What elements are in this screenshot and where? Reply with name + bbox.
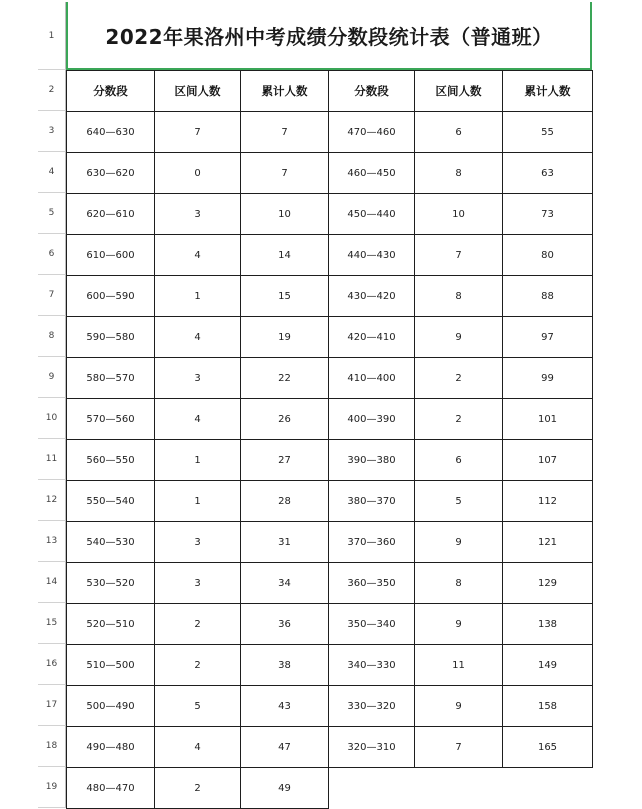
cell-cumulative-count-left[interactable]: 7 xyxy=(241,112,329,153)
cell-cumulative-count-right[interactable]: 121 xyxy=(503,522,593,563)
cell-interval-count-right[interactable]: 8 xyxy=(415,153,503,194)
cell-score-range-left[interactable]: 530—520 xyxy=(67,563,155,604)
table-row xyxy=(67,522,593,563)
cell-interval-count-right[interactable]: 5 xyxy=(415,481,503,522)
cell-cumulative-count-right[interactable]: 80 xyxy=(503,235,593,276)
cell-cumulative-count-right[interactable]: 138 xyxy=(503,604,593,645)
cell-interval-count-right[interactable]: 8 xyxy=(415,563,503,604)
table-row xyxy=(67,194,593,235)
cell-interval-count-left[interactable]: 7 xyxy=(155,112,241,153)
cell-interval-count-left[interactable]: 1 xyxy=(155,440,241,481)
cell-interval-count-right[interactable]: 6 xyxy=(415,440,503,481)
cell-score-range-left[interactable]: 610—600 xyxy=(67,235,155,276)
cell-interval-count-left[interactable]: 3 xyxy=(155,194,241,235)
cell-cumulative-count-right[interactable]: 63 xyxy=(503,153,593,194)
row-number[interactable]: 7 xyxy=(38,275,66,316)
header-cell-score-range-left[interactable]: 分数段 xyxy=(67,71,155,112)
cell-score-range-right[interactable]: 370—360 xyxy=(329,522,415,563)
cell-score-range-left[interactable]: 600—590 xyxy=(67,276,155,317)
cell-cumulative-count-right[interactable]: 129 xyxy=(503,563,593,604)
row-header-column xyxy=(38,2,66,808)
cell-cumulative-count-right[interactable]: 88 xyxy=(503,276,593,317)
cell-interval-count-left[interactable]: 3 xyxy=(155,358,241,399)
cell-cumulative-count-left[interactable]: 47 xyxy=(241,727,329,768)
table-row xyxy=(67,686,593,727)
cell-interval-count-right[interactable]: 10 xyxy=(415,194,503,235)
cell-interval-count-left[interactable]: 3 xyxy=(155,522,241,563)
cell-interval-count-right[interactable]: 8 xyxy=(415,276,503,317)
table-row xyxy=(67,399,593,440)
cell-interval-count-left[interactable]: 1 xyxy=(155,276,241,317)
cell-score-range-left[interactable]: 570—560 xyxy=(67,399,155,440)
spreadsheet xyxy=(38,2,592,807)
row-number[interactable]: 1 xyxy=(38,2,66,70)
cell-interval-count-right[interactable]: 9 xyxy=(415,317,503,358)
table-row xyxy=(67,317,593,358)
row-number[interactable]: 4 xyxy=(38,152,66,193)
cell-score-range-left[interactable]: 560—550 xyxy=(67,440,155,481)
table-row xyxy=(67,481,593,522)
table-row xyxy=(67,440,593,481)
table-row xyxy=(67,768,593,809)
header-cell-score-range-right[interactable]: 分数段 xyxy=(329,71,415,112)
cell-cumulative-count-right[interactable]: 73 xyxy=(503,194,593,235)
cell-score-range-right[interactable]: 400—390 xyxy=(329,399,415,440)
cell-cumulative-count-right[interactable]: 149 xyxy=(503,645,593,686)
cell-score-range-right[interactable]: 360—350 xyxy=(329,563,415,604)
header-cell-interval-count-right[interactable]: 区间人数 xyxy=(415,71,503,112)
cell-cumulative-count-left[interactable]: 49 xyxy=(241,768,329,809)
cell-interval-count-left[interactable]: 3 xyxy=(155,563,241,604)
cell-score-range-left[interactable]: 590—580 xyxy=(67,317,155,358)
cell-cumulative-count-left[interactable]: 7 xyxy=(241,153,329,194)
cell-score-range-left[interactable]: 480—470 xyxy=(67,768,155,809)
cell-interval-count-right[interactable]: 9 xyxy=(415,604,503,645)
row-number[interactable]: 10 xyxy=(38,398,66,439)
cell-interval-count-left[interactable]: 4 xyxy=(155,235,241,276)
row-number[interactable]: 12 xyxy=(38,480,66,521)
cell-cumulative-count-left[interactable]: 27 xyxy=(241,440,329,481)
cell-score-range-right[interactable]: 470—460 xyxy=(329,112,415,153)
cell-score-range-left[interactable]: 620—610 xyxy=(67,194,155,235)
cell-cumulative-count-right[interactable]: 112 xyxy=(503,481,593,522)
row-number[interactable]: 19 xyxy=(38,767,66,808)
cell-interval-count-right[interactable]: 7 xyxy=(415,727,503,768)
cell-score-range-right[interactable]: 350—340 xyxy=(329,604,415,645)
cell-cumulative-count-left[interactable]: 15 xyxy=(241,276,329,317)
cell-interval-count-left[interactable]: 2 xyxy=(155,645,241,686)
cell-cumulative-count-right[interactable]: 97 xyxy=(503,317,593,358)
header-cell-cumulative-count-left[interactable]: 累计人数 xyxy=(241,71,329,112)
cell-interval-count-right[interactable]: 2 xyxy=(415,358,503,399)
cell-cumulative-count-left[interactable]: 22 xyxy=(241,358,329,399)
cell-score-range-left[interactable]: 640—630 xyxy=(67,112,155,153)
cell-interval-count-right[interactable]: 9 xyxy=(415,686,503,727)
cell-score-range-left[interactable]: 580—570 xyxy=(67,358,155,399)
cell-cumulative-count-left[interactable]: 31 xyxy=(241,522,329,563)
cell-score-range-left[interactable]: 550—540 xyxy=(67,481,155,522)
cell-score-range-right[interactable]: 420—410 xyxy=(329,317,415,358)
cell-interval-count-right[interactable] xyxy=(415,768,503,809)
cell-interval-count-right[interactable]: 7 xyxy=(415,235,503,276)
cell-interval-count-right[interactable]: 11 xyxy=(415,645,503,686)
cell-score-range-right[interactable] xyxy=(329,768,415,809)
cell-score-range-left[interactable]: 500—490 xyxy=(67,686,155,727)
cell-score-range-right[interactable]: 410—400 xyxy=(329,358,415,399)
cell-score-range-right[interactable]: 340—330 xyxy=(329,645,415,686)
cell-cumulative-count-right[interactable] xyxy=(503,768,593,809)
row-number[interactable]: 9 xyxy=(38,357,66,398)
header-cell-cumulative-count-right[interactable]: 累计人数 xyxy=(503,71,593,112)
cell-score-range-left[interactable]: 520—510 xyxy=(67,604,155,645)
cell-interval-count-left[interactable]: 5 xyxy=(155,686,241,727)
cell-score-range-right[interactable]: 320—310 xyxy=(329,727,415,768)
cell-score-range-right[interactable]: 380—370 xyxy=(329,481,415,522)
cell-interval-count-right[interactable]: 2 xyxy=(415,399,503,440)
cell-score-range-right[interactable]: 460—450 xyxy=(329,153,415,194)
row-number[interactable]: 16 xyxy=(38,644,66,685)
row-number[interactable]: 6 xyxy=(38,234,66,275)
title-cell[interactable]: 2022年果洛州中考成绩分数段统计表（普通班） xyxy=(66,2,592,70)
table-row xyxy=(67,112,593,153)
cell-score-range-right[interactable]: 390—380 xyxy=(329,440,415,481)
cell-cumulative-count-left[interactable]: 26 xyxy=(241,399,329,440)
cell-cumulative-count-left[interactable]: 28 xyxy=(241,481,329,522)
row-number[interactable]: 15 xyxy=(38,603,66,644)
cell-interval-count-right[interactable]: 6 xyxy=(415,112,503,153)
cell-interval-count-left[interactable]: 2 xyxy=(155,768,241,809)
row-number[interactable]: 3 xyxy=(38,111,66,152)
table-row xyxy=(67,153,593,194)
cell-cumulative-count-left[interactable]: 14 xyxy=(241,235,329,276)
table-body xyxy=(67,71,593,809)
cell-cumulative-count-right[interactable]: 99 xyxy=(503,358,593,399)
cell-interval-count-left[interactable]: 2 xyxy=(155,604,241,645)
cell-interval-count-left[interactable]: 4 xyxy=(155,727,241,768)
table-row xyxy=(67,276,593,317)
row-number[interactable]: 18 xyxy=(38,726,66,767)
row-number[interactable]: 14 xyxy=(38,562,66,603)
cell-cumulative-count-right[interactable]: 107 xyxy=(503,440,593,481)
cell-score-range-right[interactable]: 430—420 xyxy=(329,276,415,317)
table-row xyxy=(67,727,593,768)
cell-grid xyxy=(66,2,592,809)
cell-cumulative-count-right[interactable]: 158 xyxy=(503,686,593,727)
cell-interval-count-left[interactable]: 4 xyxy=(155,399,241,440)
cell-cumulative-count-left[interactable]: 34 xyxy=(241,563,329,604)
cell-interval-count-left[interactable]: 0 xyxy=(155,153,241,194)
table-row xyxy=(67,235,593,276)
cell-interval-count-right[interactable]: 9 xyxy=(415,522,503,563)
cell-score-range-left[interactable]: 490—480 xyxy=(67,727,155,768)
table-row xyxy=(67,645,593,686)
table-row xyxy=(67,358,593,399)
cell-score-range-right[interactable]: 450—440 xyxy=(329,194,415,235)
cell-cumulative-count-right[interactable]: 55 xyxy=(503,112,593,153)
table-row xyxy=(67,604,593,645)
cell-cumulative-count-right[interactable]: 101 xyxy=(503,399,593,440)
cell-interval-count-left[interactable]: 1 xyxy=(155,481,241,522)
table-row xyxy=(67,563,593,604)
cell-score-range-left[interactable]: 510—500 xyxy=(67,645,155,686)
header-row xyxy=(67,71,593,112)
cell-cumulative-count-right[interactable]: 165 xyxy=(503,727,593,768)
cell-cumulative-count-left[interactable]: 36 xyxy=(241,604,329,645)
cell-cumulative-count-left[interactable]: 19 xyxy=(241,317,329,358)
cell-score-range-left[interactable]: 540—530 xyxy=(67,522,155,563)
cell-score-range-left[interactable]: 630—620 xyxy=(67,153,155,194)
row-number[interactable]: 5 xyxy=(38,193,66,234)
row-number[interactable]: 17 xyxy=(38,685,66,726)
score-table xyxy=(66,70,593,809)
cell-cumulative-count-left[interactable]: 43 xyxy=(241,686,329,727)
cell-cumulative-count-left[interactable]: 38 xyxy=(241,645,329,686)
cell-score-range-right[interactable]: 330—320 xyxy=(329,686,415,727)
row-number[interactable]: 2 xyxy=(38,70,66,111)
row-number[interactable]: 11 xyxy=(38,439,66,480)
row-number[interactable]: 8 xyxy=(38,316,66,357)
cell-cumulative-count-left[interactable]: 10 xyxy=(241,194,329,235)
header-cell-interval-count-left[interactable]: 区间人数 xyxy=(155,71,241,112)
cell-score-range-right[interactable]: 440—430 xyxy=(329,235,415,276)
row-number[interactable]: 13 xyxy=(38,521,66,562)
cell-interval-count-left[interactable]: 4 xyxy=(155,317,241,358)
